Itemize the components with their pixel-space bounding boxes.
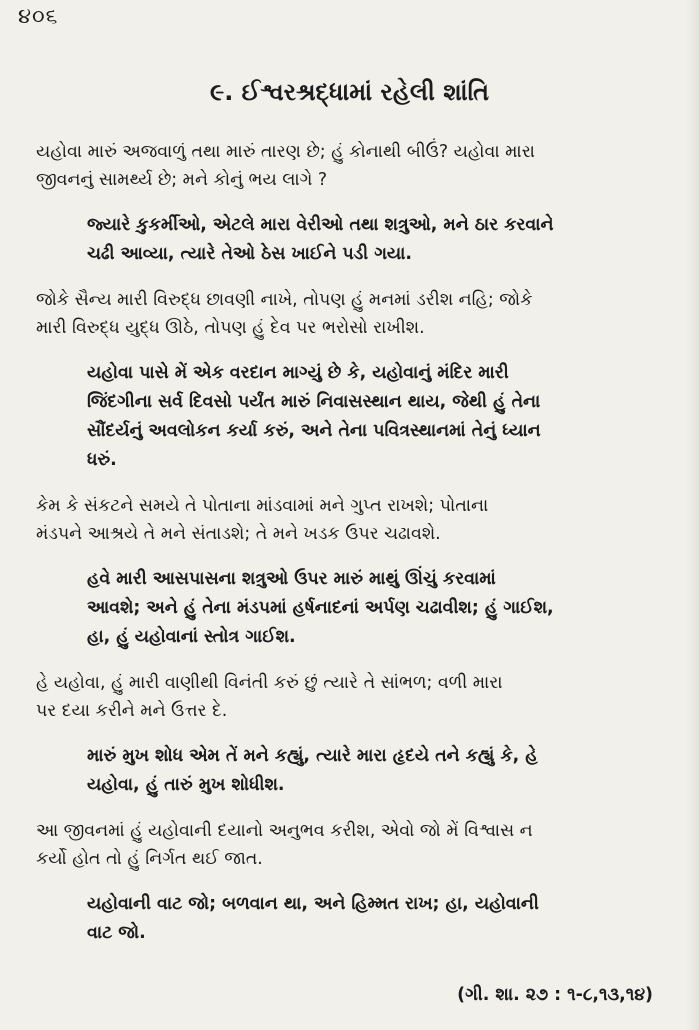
text-line: સૌંદર્યનું અવલોકન કર્યા કરું, અને તેના પવિત્રસ્થાનમાં તેનું ધ્યાન [87,421,541,441]
verse-paragraph [36,359,664,475]
page-number: ૪૦૬ [18,4,59,28]
text-line: હા, હું યહોવાનાં સ્તોત્ર ગાઈશ. [87,627,296,647]
text-line: યહોવાની વાટ જો; બળવાન થા, અને હિમ્મત રાખ; હા, યહોવાની [87,894,539,914]
scripture-citation: (ગી. શા. ૨૭ : ૧-૮,૧૩,૧૪) [457,985,653,1005]
prose-paragraph [36,286,664,342]
text-line: જીવનનું સામર્થ્ય છે; મને કોનું ભય લાગે ? [36,170,328,190]
text-line: યહોવા મારું અજવાળું તથા મારું તારણ છે; હું કોનાથી બીઉં? યહોવા મારા [36,142,535,162]
text-line: આવશે; અને હું તેના મંડપમાં હર્ષનાદનાં અર્પણ ચઢાવીશ; હું ગાઈશ, [87,598,554,618]
prose-paragraph [36,138,664,194]
text-line: પર દયા કરીને મને ઉત્તર દે. [36,701,228,721]
text-line: જિંદગીના સર્વ દિવસો પર્યંત મારું નિવાસસ્થાન થાય, જેથી હું તેના [87,392,541,412]
prose-paragraph [36,669,664,725]
text-line: જોકે સૈન્ય મારી વિરુદ્ધ છાવણી નાખે, તોપણ હું મનમાં ડરીશ નહિ; જોકે [36,290,533,310]
psalm-text [36,138,664,948]
text-line: યહોવા, હું તારું મુખ શોધીશ. [87,775,285,795]
text-line: હવે મારી આસપાસના શત્રુઓ ઉપર મારું માથું ઊંચું કરવામાં [87,569,496,589]
verse-paragraph [36,211,664,269]
text-line: વાટ જો. [87,923,146,943]
text-line: જ્યારે કુકર્મીઓ, એટલે મારા વેરીઓ તથા શત્રુઓ, મને ઠાર કરવાને [87,215,554,235]
page-title: ૯. ઈશ્વરશ્રદ્ધામાં રહેલી શાંતિ [209,78,489,106]
page-edge-shadow [685,0,699,1030]
prose-paragraph [36,492,664,548]
text-line: ચઢી આવ્યા, ત્યારે તેઓ ઠેસ ખાઈને પડી ગયા. [87,244,412,264]
text-line: કર્યો હોત તો હું નિર્ગત થઈ જાત. [36,849,263,869]
verse-paragraph [36,890,664,948]
text-line: મંડપને આશ્રયે તે મને સંતાડશે; તે મને ખડક ઉપર ચઢાવશે. [36,524,441,544]
text-line: ધરું. [87,450,117,470]
text-line: હે યહોવા, હું મારી વાણીથી વિનંતી કરું છું ત્યારે તે સાંભળ; વળી મારા [36,673,503,693]
text-line: કેમ કે સંકટને સમયે તે પોતાના માંડવામાં મને ગુપ્ત રાખશે; પોતાના [36,496,489,516]
text-line: યહોવા પાસે મેં એક વરદાન માગ્યું છે કે, યહોવાનું મંદિર મારી [87,363,509,383]
text-line: મારી વિરુદ્ધ યુદ્ધ ઊઠે, તોપણ હું દેવ પર ભરોસો રાખીશ. [36,318,425,338]
text-line: આ જીવનમાં હું યહોવાની દયાનો અનુભવ કરીશ, એવો જો મેં વિશ્વાસ ન [36,821,533,841]
verse-paragraph [36,565,664,652]
text-line: મારું મુખ શોધ એમ તેં મને કહ્યું, ત્યારે મારા હૃદયે તને કહ્યું કે, હે [87,746,538,766]
prose-paragraph [36,817,664,873]
verse-paragraph [36,742,664,800]
